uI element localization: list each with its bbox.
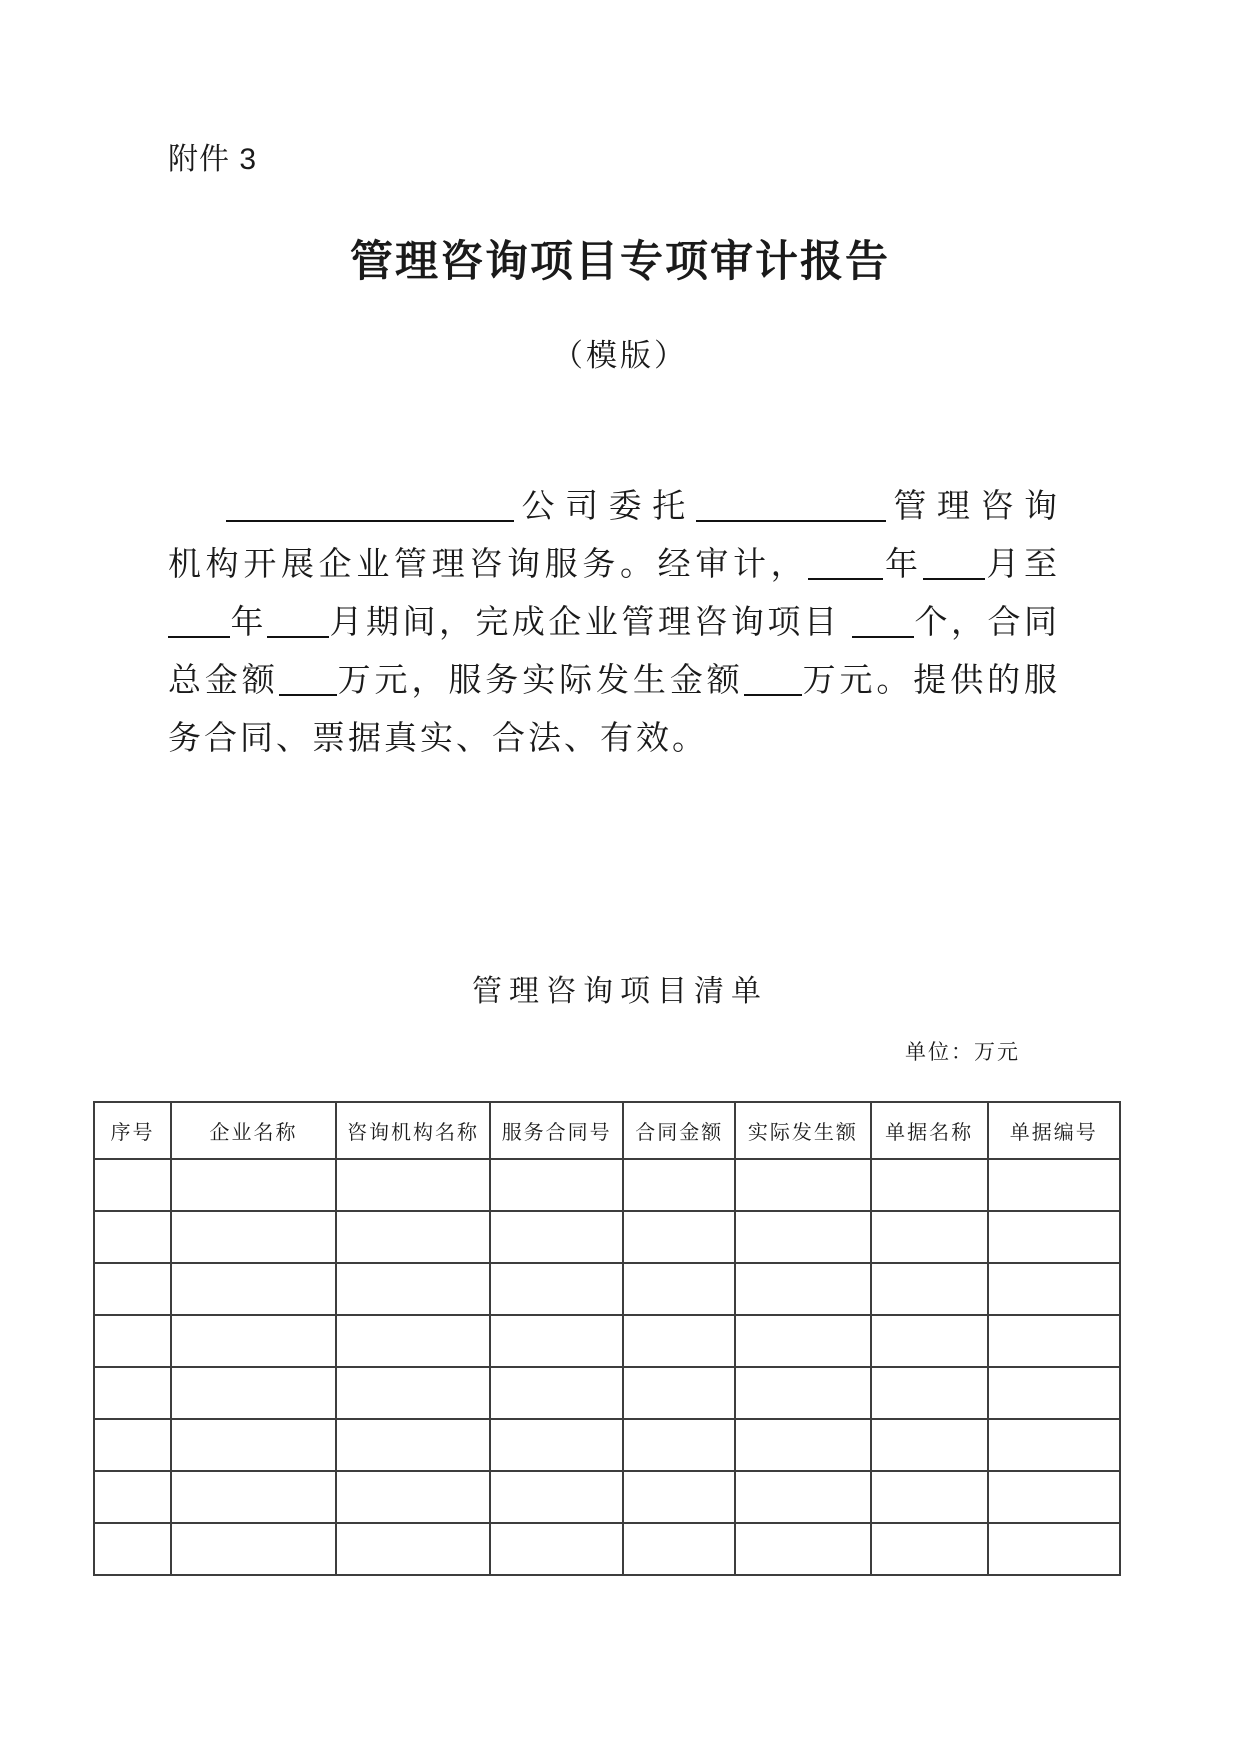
table-cell (988, 1523, 1120, 1575)
table-cell (336, 1471, 490, 1523)
table-cell (490, 1211, 623, 1263)
table-cell (94, 1471, 171, 1523)
table-cell (623, 1159, 735, 1211)
table-cell (336, 1263, 490, 1315)
table-cell (735, 1315, 870, 1367)
fill-in-blank (267, 636, 329, 639)
table-cell (490, 1315, 623, 1367)
table-cell (490, 1523, 623, 1575)
document-title: 管理咨询项目专项审计报告 (350, 238, 890, 286)
table-header-row (94, 1102, 1120, 1159)
table-cell (94, 1263, 171, 1315)
fill-in-blank (696, 520, 886, 523)
table-cell (871, 1419, 988, 1471)
table-row (94, 1471, 1120, 1523)
paragraph-line (168, 594, 1060, 652)
table-cell (94, 1419, 171, 1471)
table-cell (623, 1263, 735, 1315)
table-cell (623, 1367, 735, 1419)
table-cell (94, 1523, 171, 1575)
table-cell (735, 1367, 870, 1419)
fill-in-blank (279, 694, 337, 697)
table-row (94, 1523, 1120, 1575)
fill-in-blank (852, 636, 914, 639)
table-cell (171, 1471, 336, 1523)
paragraph-line (168, 536, 1060, 594)
column-header: 合同金额 (623, 1102, 735, 1159)
table-cell (871, 1523, 988, 1575)
table-cell (94, 1159, 171, 1211)
paragraph-text: 万元，服务实际发生金额 (336, 663, 744, 699)
table-cell (988, 1471, 1120, 1523)
table-cell (171, 1419, 336, 1471)
table-cell (336, 1159, 490, 1211)
body-paragraph (168, 478, 1060, 768)
table-cell (988, 1159, 1120, 1211)
project-table-container (93, 1101, 1121, 1576)
table-cell (871, 1263, 988, 1315)
table-cell (988, 1211, 1120, 1263)
table-cell (623, 1315, 735, 1367)
fill-in-blank (226, 520, 514, 523)
table-cell (871, 1471, 988, 1523)
table-cell (94, 1315, 171, 1367)
paragraph-text: 总金额 (168, 663, 279, 699)
paragraph-line (168, 652, 1060, 710)
paragraph-text: 月至 (984, 547, 1061, 583)
table-cell (171, 1315, 336, 1367)
table-cell (871, 1367, 988, 1419)
table-cell (871, 1211, 988, 1263)
table-cell (988, 1263, 1120, 1315)
table-cell (735, 1471, 870, 1523)
paragraph-text: 个，合同 (914, 605, 1061, 641)
table-row (94, 1263, 1120, 1315)
table-cell (490, 1367, 623, 1419)
table-row (94, 1315, 1120, 1367)
table-cell (171, 1159, 336, 1211)
table-cell (735, 1263, 870, 1315)
table-cell (336, 1315, 490, 1367)
fill-in-blank (168, 636, 230, 639)
column-header: 单据名称 (871, 1102, 988, 1159)
column-header: 序号 (94, 1102, 171, 1159)
document-subtitle: （模版） (552, 338, 688, 373)
table-cell (735, 1159, 870, 1211)
table-cell (871, 1315, 988, 1367)
paragraph-text: 务合同、票据真实、合法、有效。 (168, 721, 708, 757)
attachment-label: 附件 3 (168, 143, 258, 176)
table-row (94, 1367, 1120, 1419)
table-cell (336, 1367, 490, 1419)
column-header: 企业名称 (171, 1102, 336, 1159)
column-header: 咨询机构名称 (336, 1102, 490, 1159)
table-cell (871, 1159, 988, 1211)
paragraph-text: 机构开展企业管理咨询服务。经审计， (168, 547, 809, 583)
fill-in-blank (923, 578, 985, 581)
table-cell (735, 1211, 870, 1263)
fill-in-blank (808, 578, 883, 581)
table-cell (171, 1523, 336, 1575)
table-cell (94, 1367, 171, 1419)
table-cell (735, 1419, 870, 1471)
paragraph-line (168, 710, 1060, 768)
paragraph-text: 公司委托 (514, 489, 696, 525)
paragraph-text: 月期间，完成企业管理咨询项目 (328, 605, 853, 641)
table-cell (171, 1263, 336, 1315)
table-row (94, 1159, 1120, 1211)
table-cell (988, 1367, 1120, 1419)
table-cell (490, 1471, 623, 1523)
table-cell (623, 1523, 735, 1575)
table-row (94, 1419, 1120, 1471)
paragraph-text: 管理咨询 (885, 489, 1061, 525)
paragraph-line (168, 478, 1060, 536)
table-cell (490, 1419, 623, 1471)
table-cell (988, 1419, 1120, 1471)
table-cell (336, 1419, 490, 1471)
table-row (94, 1211, 1120, 1263)
project-list-table (93, 1101, 1121, 1576)
table-cell (171, 1367, 336, 1419)
table-cell (336, 1211, 490, 1263)
table-cell (623, 1471, 735, 1523)
table-cell (336, 1523, 490, 1575)
unit-note: 单位：万元 (905, 1040, 1020, 1064)
table-body (94, 1159, 1120, 1575)
fill-in-blank (744, 694, 802, 697)
table-cell (490, 1159, 623, 1211)
column-header: 服务合同号 (490, 1102, 623, 1159)
column-header: 单据编号 (988, 1102, 1120, 1159)
table-cell (988, 1315, 1120, 1367)
column-header: 实际发生额 (735, 1102, 870, 1159)
paragraph-text: 年 (230, 605, 267, 641)
table-cell (490, 1263, 623, 1315)
table-cell (94, 1211, 171, 1263)
table-cell (735, 1523, 870, 1575)
table-cell (171, 1211, 336, 1263)
table-section-title: 管理咨询项目清单 (472, 975, 768, 1008)
table-cell (623, 1419, 735, 1471)
paragraph-text: 年 (883, 547, 923, 583)
table-cell (623, 1211, 735, 1263)
paragraph-text: 万元。提供的服 (801, 663, 1061, 699)
